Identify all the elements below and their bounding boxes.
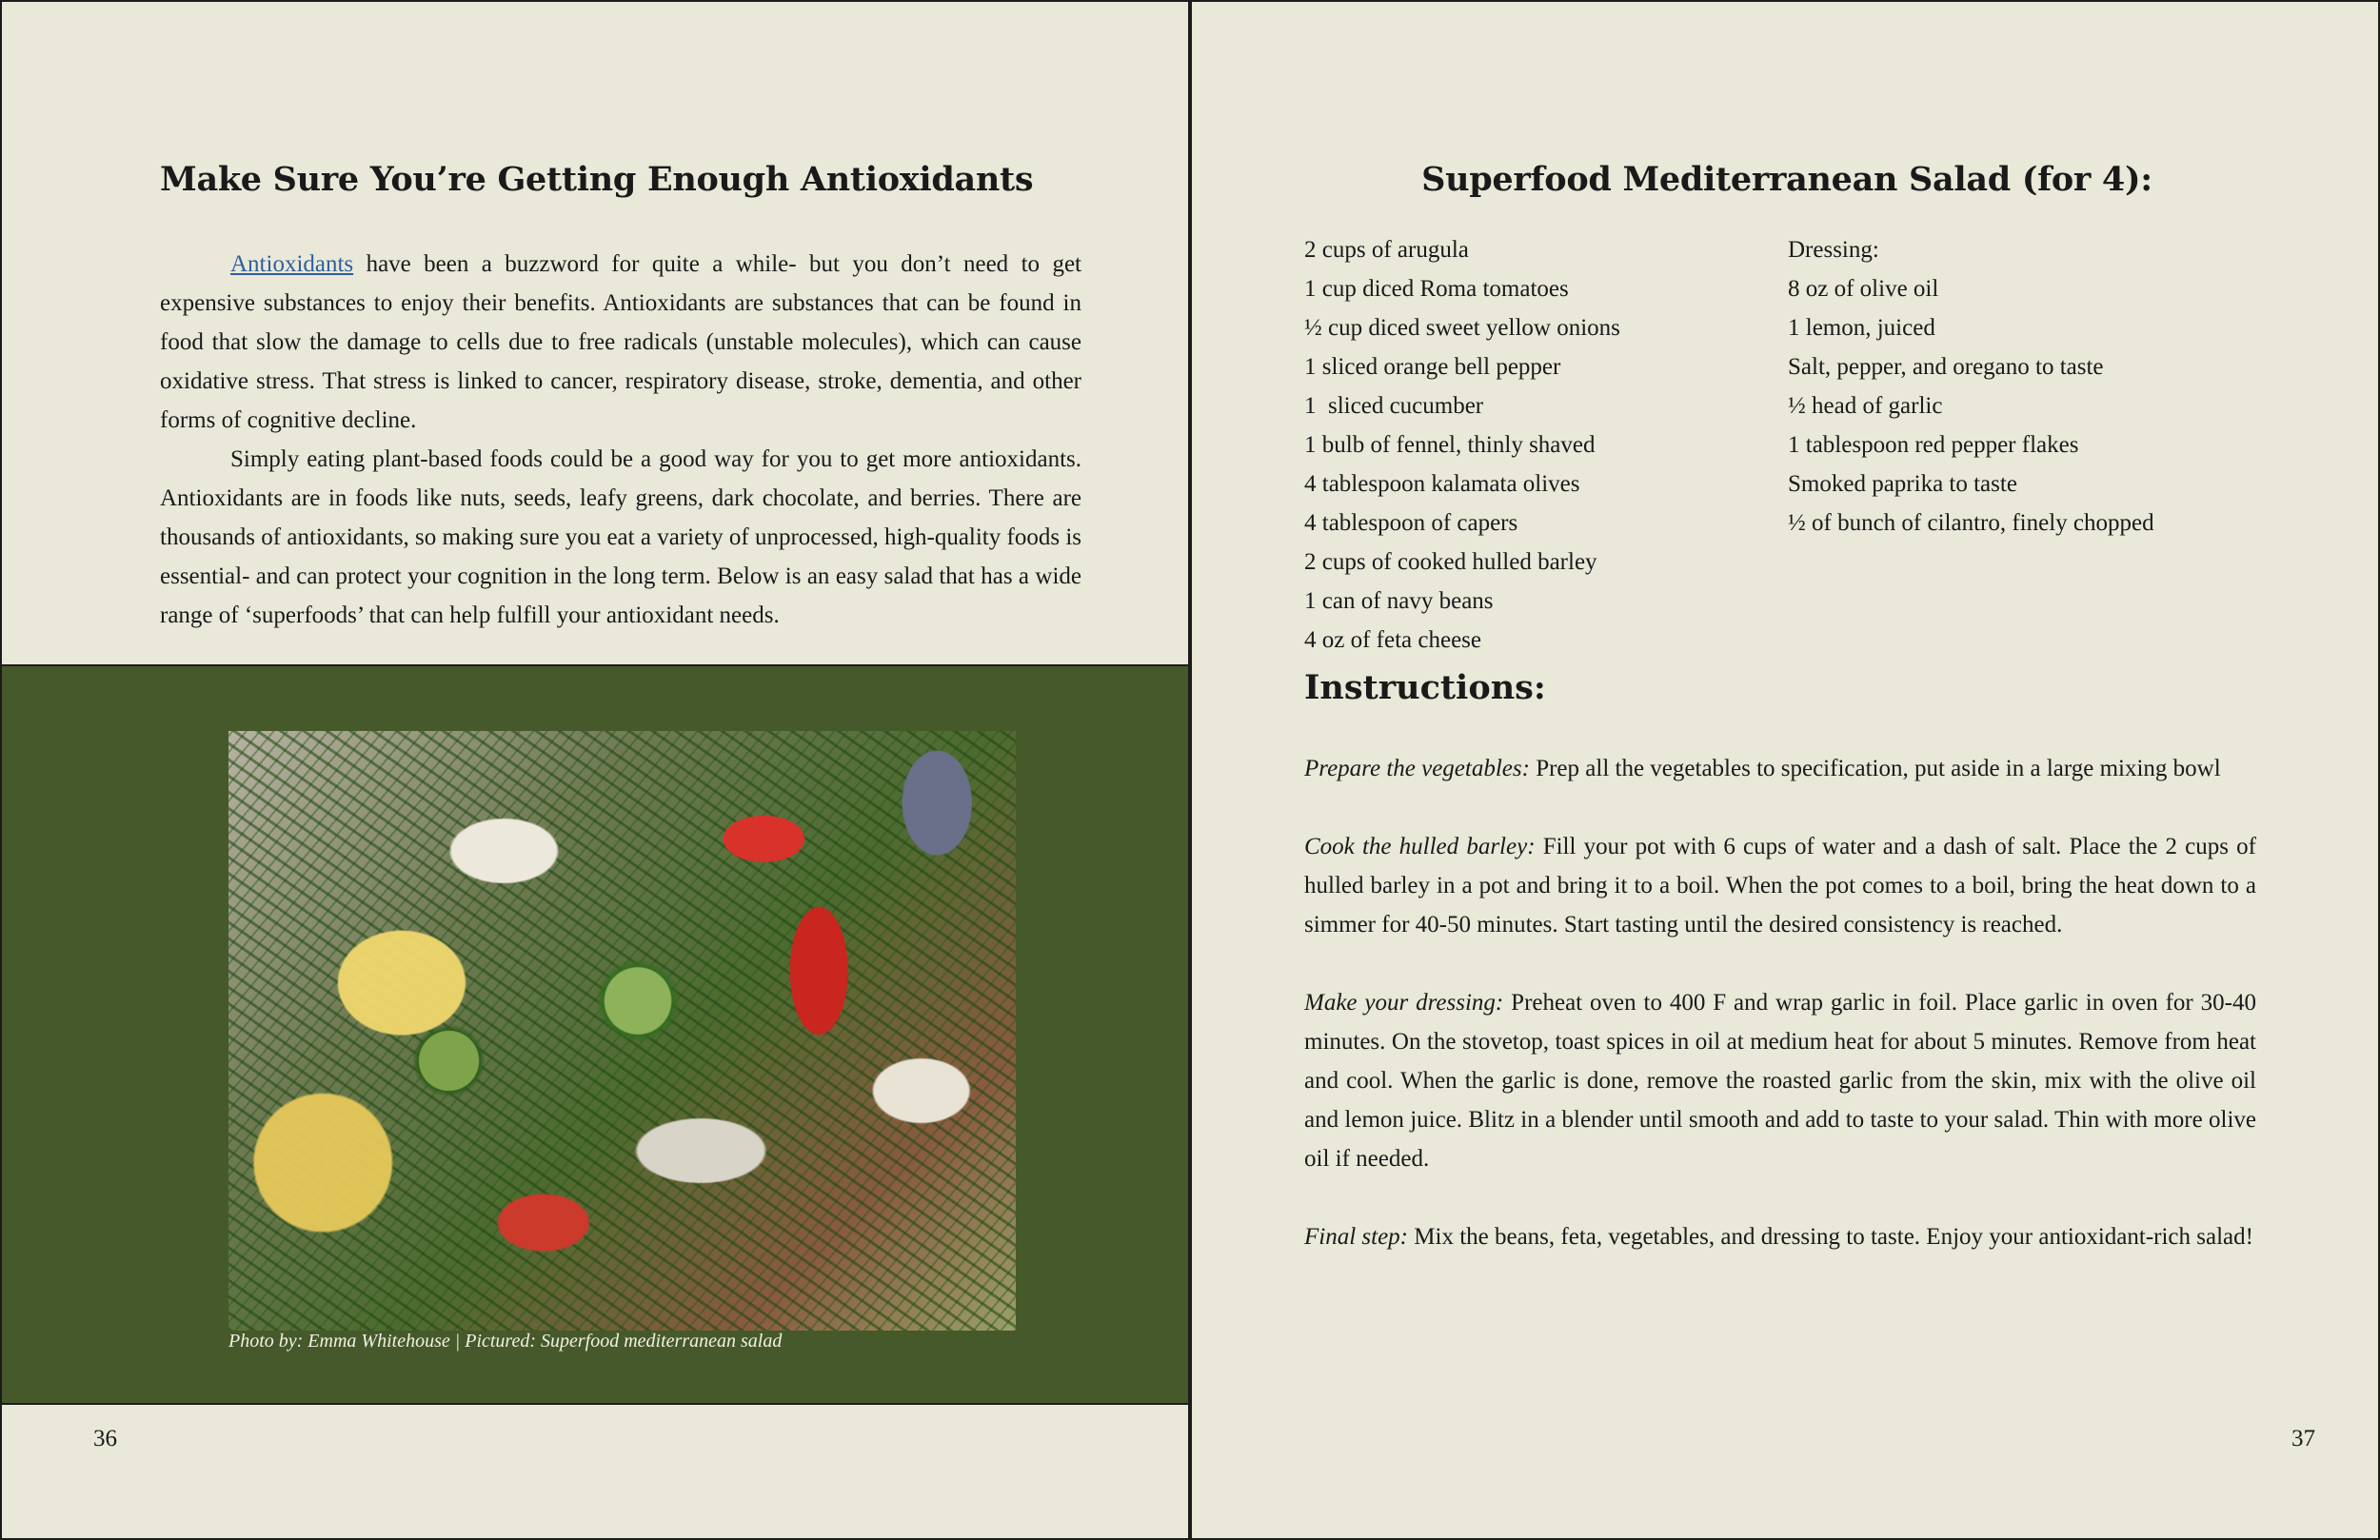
dressing-item: ½ of bunch of cilantro, finely chopped bbox=[1788, 510, 2154, 536]
ingredient-item: 1 bulb of fennel, thinly shaved bbox=[1304, 432, 1596, 458]
step bbox=[1304, 827, 2256, 944]
salad-photo bbox=[228, 731, 1016, 1331]
step bbox=[1304, 983, 2256, 1178]
ingredient-item: 4 tablespoon of capers bbox=[1304, 510, 1518, 536]
ingredient-item: 2 cups of cooked hulled barley bbox=[1304, 549, 1597, 575]
ingredients-list bbox=[1304, 230, 1620, 660]
dressing-list bbox=[1788, 230, 2154, 543]
paragraph-2: Simply eating plant-based foods could be a good way for you to get more antioxidants. Antioxidants are in foods like nuts, seeds, leafy greens, dark chocolate, and berries. There are thousands of antioxidants, so making sure you eat a variety of unprocessed, high-quality foods is essential- and can protect your cognition in the long term. Below is an easy salad that has a wide range of ‘superfoods’ that can help fulfill your antioxidant needs. bbox=[160, 446, 1081, 628]
dressing-item: 8 oz of olive oil bbox=[1788, 276, 1939, 302]
step-text: Fill your pot with 6 cups of water and a dash of salt. Place the 2 cups of hulled barley in a pot and bring it to a boil. When the pot comes to a boil, bring the heat down to a simmer for 40-50 minutes. Start tasting until the desired consistency is reached. bbox=[1304, 834, 2256, 938]
step-text: Preheat oven to 400 F and wrap garlic in foil. Place garlic in oven for 30-40 minutes. On the stovetop, toast spices in oil at medium heat for about 5 minutes. Remove from heat and cool. When the garlic is done, remove the roasted garlic from the skin, mix with the olive oil and lemon juice. Blitz in a blender until smooth and add to taste to your salad. Thin with more olive oil if needed. bbox=[1304, 990, 2256, 1172]
dressing-item: ½ head of garlic bbox=[1788, 393, 1943, 419]
step-label: Make your dressing: bbox=[1304, 990, 1504, 1016]
dressing-item: 1 lemon, juiced bbox=[1788, 315, 1935, 341]
article-body bbox=[160, 245, 1081, 635]
ingredient-item: 4 tablespoon kalamata olives bbox=[1304, 471, 1580, 497]
step-label: Cook the hulled barley: bbox=[1304, 834, 1536, 859]
photo-band bbox=[2, 664, 1188, 1405]
step bbox=[1304, 749, 2256, 788]
dressing-title: Dressing: bbox=[1788, 237, 1879, 263]
dressing-item: 1 tablespoon red pepper flakes bbox=[1788, 432, 2079, 458]
right-page bbox=[1190, 0, 2380, 1540]
instructions-body bbox=[1304, 749, 2256, 1295]
instructions-heading: Instructions: bbox=[1304, 668, 1546, 707]
ingredient-item: 4 oz of feta cheese bbox=[1304, 627, 1481, 653]
dressing-item: Smoked paprika to taste bbox=[1788, 471, 2017, 497]
antioxidants-link[interactable]: Antioxidants bbox=[230, 251, 354, 277]
ingredient-item: 2 cups of arugula bbox=[1304, 237, 1469, 263]
step-label: Prepare the vegetables: bbox=[1304, 756, 1530, 781]
ingredient-item: 1 cup diced Roma tomatoes bbox=[1304, 276, 1569, 302]
ingredient-item: 1 sliced orange bell pepper bbox=[1304, 354, 1561, 380]
ingredient-item: 1 sliced cucumber bbox=[1304, 393, 1484, 419]
step bbox=[1304, 1217, 2256, 1256]
paragraph-1 bbox=[160, 245, 1081, 440]
ingredient-item: 1 can of navy beans bbox=[1304, 588, 1494, 614]
dressing-item: Salt, pepper, and oregano to taste bbox=[1788, 354, 2104, 380]
page-number-right: 37 bbox=[2291, 1426, 2315, 1451]
step-label: Final step: bbox=[1304, 1224, 1409, 1250]
step-text: Mix the beans, feta, vegetables, and dressing to taste. Enjoy your antioxidant-rich salad! bbox=[1408, 1224, 2253, 1250]
paragraph-1-text: have been a buzzword for quite a while- but you don’t need to get expensive substances to enjoy their benefits. Antioxidants are substances that can be found in food that slow the damage to cells due to free radicals (unstable molecules), which can cause oxidative stress. That stress is linked to cancer, respiratory disease, stroke, dementia, and other forms of cognitive decline. bbox=[160, 251, 1081, 433]
photo-caption: Photo by: Emma Whitehouse | Pictured: Superfood mediterranean salad bbox=[228, 1331, 783, 1352]
ingredient-item: ½ cup diced sweet yellow onions bbox=[1304, 315, 1620, 341]
step-text: Prep all the vegetables to specification, put aside in a large mixing bowl bbox=[1529, 756, 2221, 781]
page-number-left: 36 bbox=[93, 1426, 117, 1451]
page-title: Make Sure You’re Getting Enough Antioxidants bbox=[160, 160, 1034, 199]
recipe-title: Superfood Mediterranean Salad (for 4): bbox=[1421, 160, 2152, 199]
